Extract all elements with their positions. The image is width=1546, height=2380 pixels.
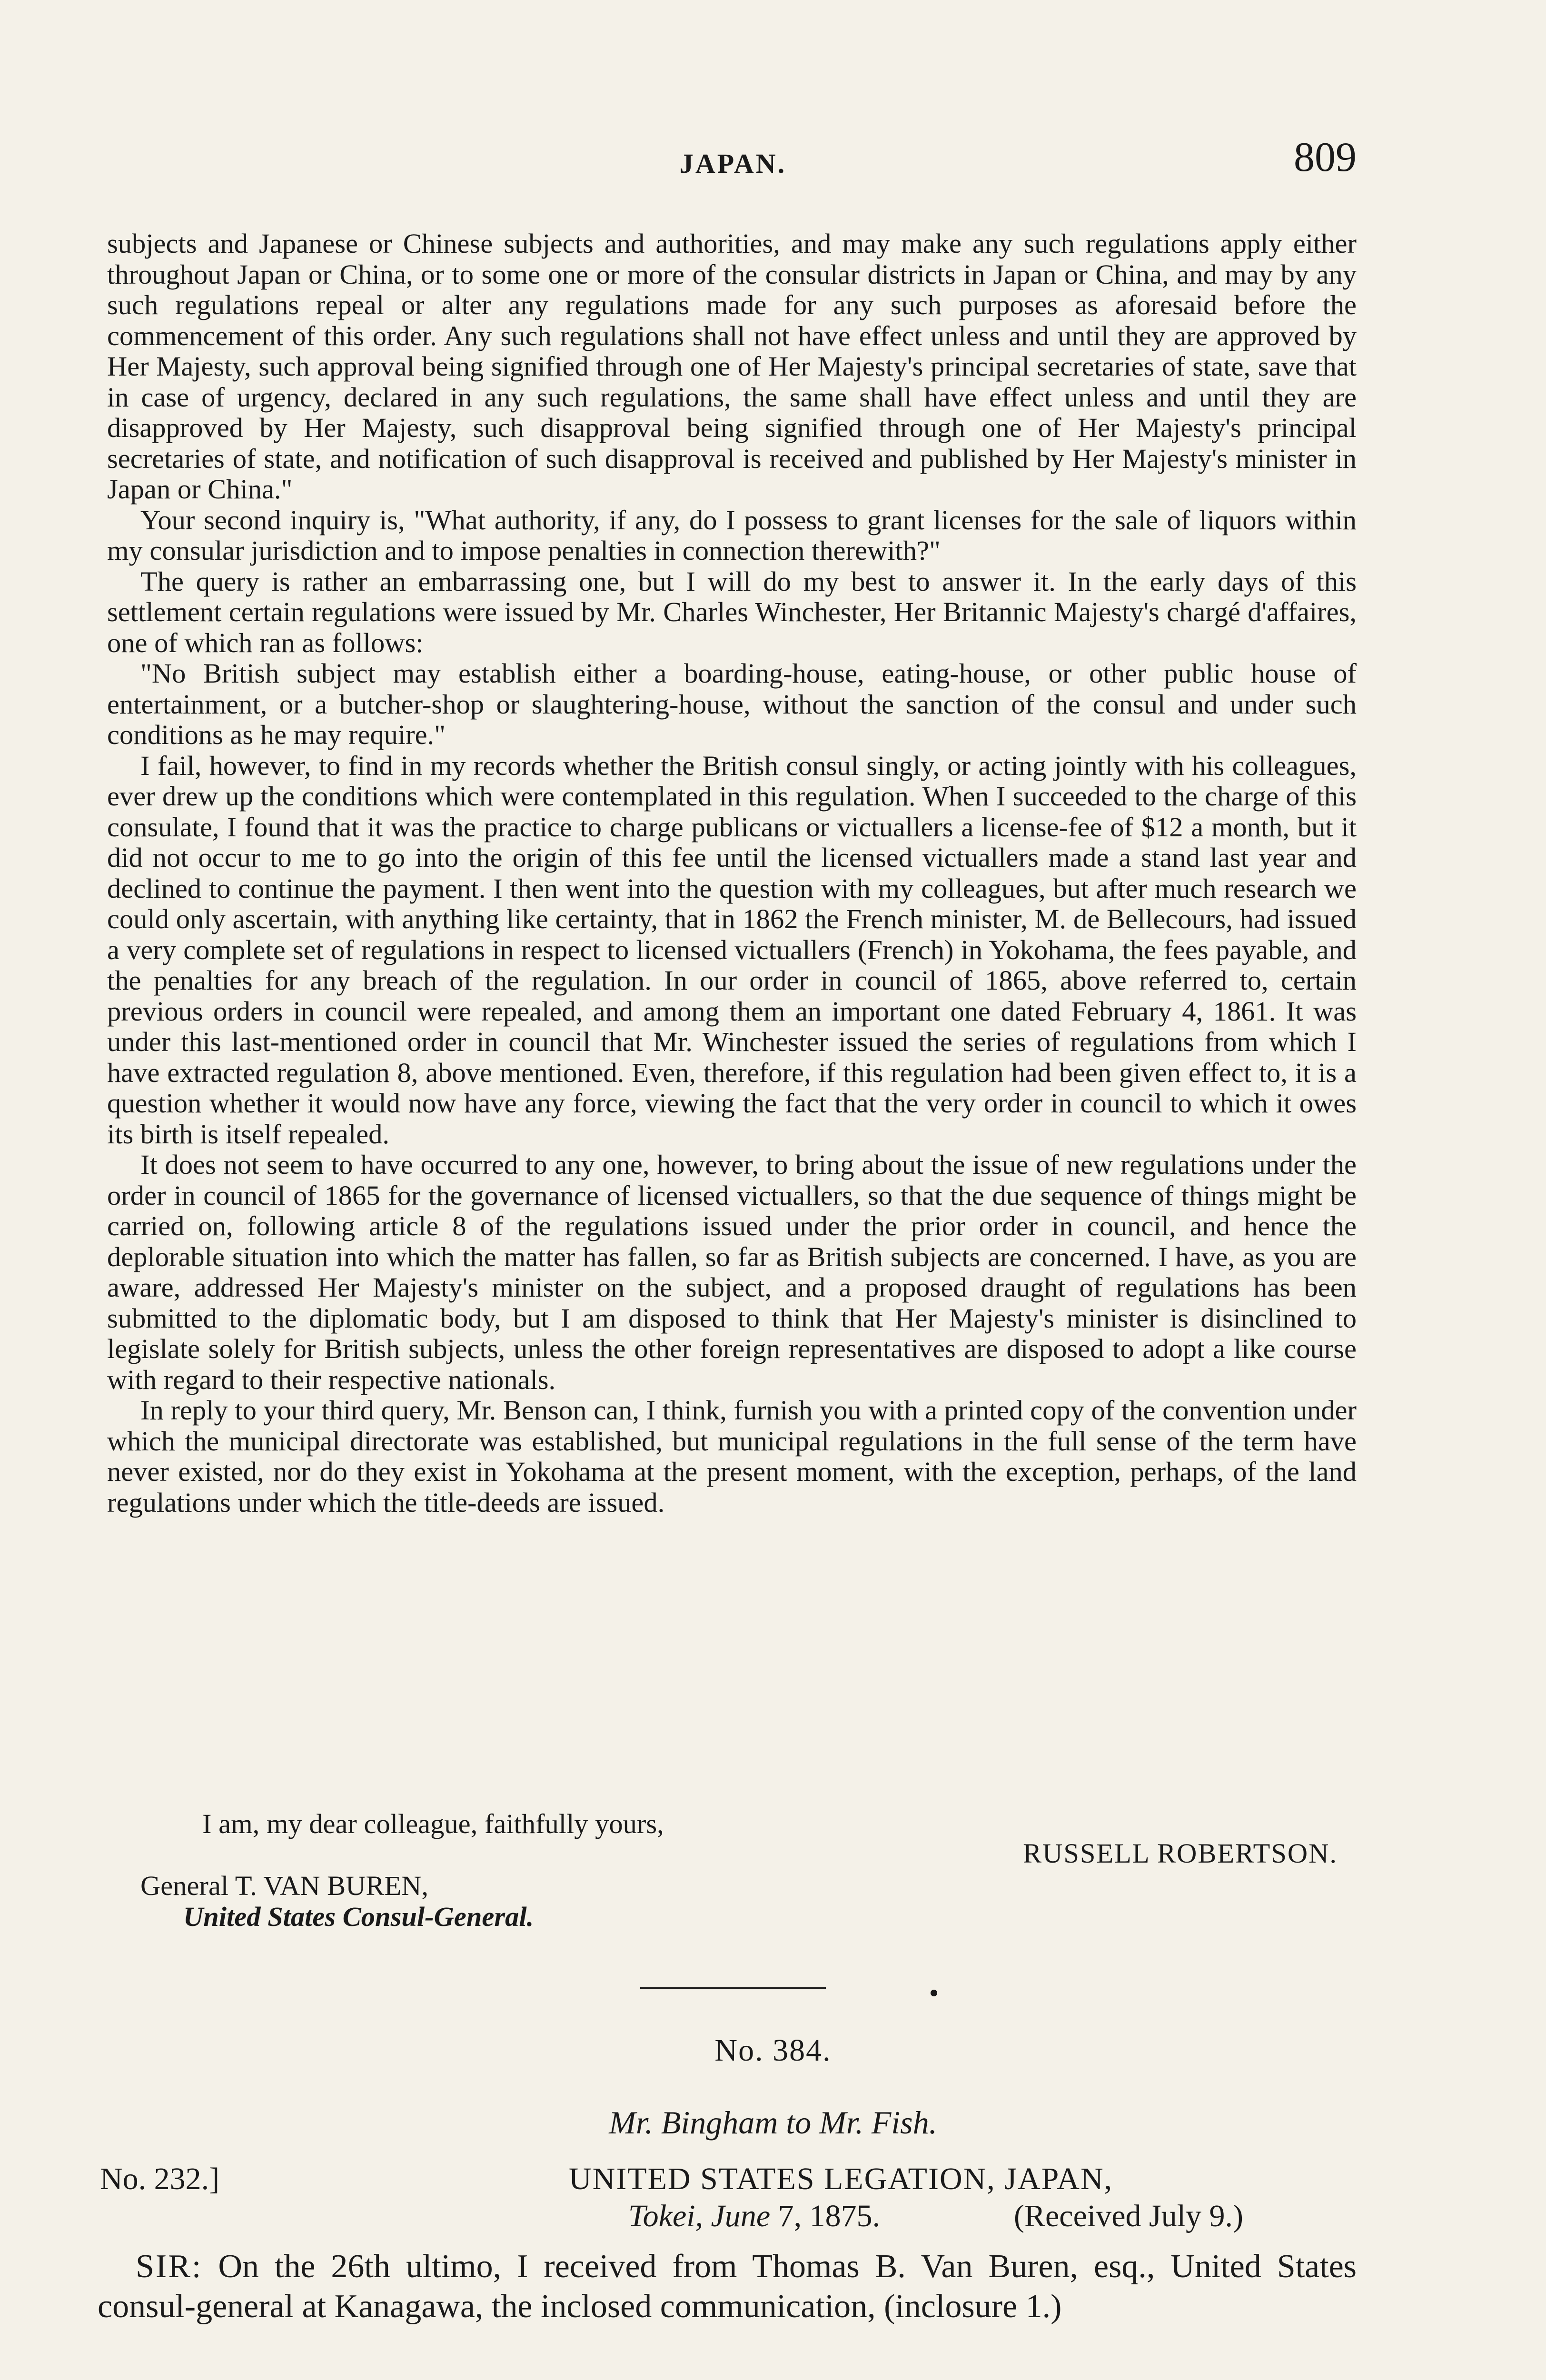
date-month: June [711, 2199, 771, 2233]
body-paragraph: Your second inquiry is, "What authority, if any, do I possess to grant licenses for the sale of liquors within my consular jurisdiction and to impose penalties in connection therewith?" [107, 504, 1357, 566]
reference-number: No. 232.] [100, 2162, 220, 2196]
place-date [628, 2198, 880, 2234]
document-subject: Mr. Bingham to Mr. Fish. [609, 2104, 937, 2141]
print-mark [931, 1990, 937, 1996]
received-date: (Received July 9.) [1014, 2199, 1244, 2233]
legation-heading: UNITED STATES LEGATION, JAPAN, [569, 2162, 1113, 2196]
body-paragraph: It does not seem to have occurred to any one, however, to bring about the issue of new regulations under the order in council of 1865 for the governance of licensed victuallers, so that the due sequence of things might be carried on, following article 8 of the regulations issued under the prior order in council, and hence the deplorable situation into which the matter has fallen, so far as British subjects are concerned. I have, as you are aware, addressed Her Majesty's minister on the subject, and a proposed draught of regulations has been submitted to the diplomatic body, but I am disposed to think that Her Majesty's minister is disinclined to legislate solely for British subjects, unless the other foreign representatives are disposed to adopt a like course with regard to their respective nationals. [107, 1149, 1357, 1395]
page-number: 809 [1294, 134, 1357, 180]
addressee-title: United States Consul-General. [183, 1901, 534, 1932]
section-divider [640, 1987, 826, 1989]
opening-text: On the 26th ultimo, I received from Thomas B. Van Buren, esq., United States consul-general at Kanagawa, the inclosed communication, (inclosure 1.) [98, 2248, 1357, 2325]
signature: RUSSELL ROBERTSON. [1023, 1838, 1338, 1869]
place: Tokei, [628, 2199, 704, 2233]
letter-closing [107, 1808, 1357, 1932]
closing-line: I am, my dear colleague, faithfully yours, [202, 1808, 664, 1839]
page-header [109, 133, 1357, 186]
date-rest: 7, 1875. [778, 2199, 881, 2233]
letter-body [107, 228, 1357, 1518]
quoted-regulation: "No British subject may establish either a boarding-house, eating-house, or other public house of entertainment, or a butcher-shop or slaughtering-house, without the sanction of the consul and under such conditions as he may require." [107, 658, 1357, 750]
running-head: JAPAN. [679, 148, 787, 179]
body-paragraph: The query is rather an embarrassing one, but I will do my best to answer it. In the early days of this settlement certain regulations were issued by Mr. Charles Winchester, Her Britannic Majesty's chargé d'affaires, one of which ran as follows: [107, 565, 1357, 658]
document-number: No. 384. [714, 2033, 832, 2068]
letter-opening [98, 2247, 1357, 2327]
body-paragraph: In reply to your third query, Mr. Benson can, I think, furnish you with a printed copy of the convention under which the municipal directorate was established, but municipal regulations in the full sense of the term have never existed, nor do they exist in Yokohama at the present moment, with the exception, perhaps, of the land regulations under which the title-deeds are issued. [107, 1395, 1357, 1518]
salutation: SIR: [136, 2248, 203, 2285]
body-paragraph: subjects and Japanese or Chinese subjects and authorities, and may make any such regulations apply either throughout Japan or China, or to some one or more of the consular districts in Japan or China, and may by any such regulations repeal or alter any regulations made for any such purposes as aforesaid before the commencement of this order. Any such regulations shall not have effect unless and until they are approved by Her Majesty, such approval being signified through one of Her Majesty's principal secretaries of state, save that in case of urgency, declared in any such regulations, the same shall have effect unless and until they are disapproved by Her Majesty, such disapproval being signified through one of Her Majesty's principal secretaries of state, and notification of such disapproval is received and published by Her Majesty's minister in Japan or China." [107, 228, 1357, 505]
addressee-name: General T. VAN BUREN, [140, 1870, 428, 1901]
body-paragraph: I fail, however, to find in my records whether the British consul singly, or acting jointly with his colleagues, ever drew up the conditions which were contemplated in this regulation. When I succeeded to the charge of this consulate, I found that it was the practice to charge publicans or victuallers a license-fee of $12 a month, but it did not occur to me to go into the origin of this fee until the licensed victuallers made a stand last year and declined to continue the payment. I then went into the question with my colleagues, but after much research we could only ascertain, with anything like certainty, that in 1862 the French minister, M. de Bellecours, had issued a very complete set of regulations in respect to licensed victuallers (French) in Yokohama, the fees payable, and the penalties for any breach of the regulation. In our order in council of 1865, above referred to, certain previous orders in council were repealed, and among them an important one dated February 4, 1861. It was under this last-mentioned order in council that Mr. Winchester issued the series of regulations from which I have extracted regulation 8, above mentioned. Even, therefore, if this regulation had been given effect to, it is a question whether it would now have any force, viewing the fact that the very order in council to which it owes its birth is itself repealed. [107, 750, 1357, 1150]
